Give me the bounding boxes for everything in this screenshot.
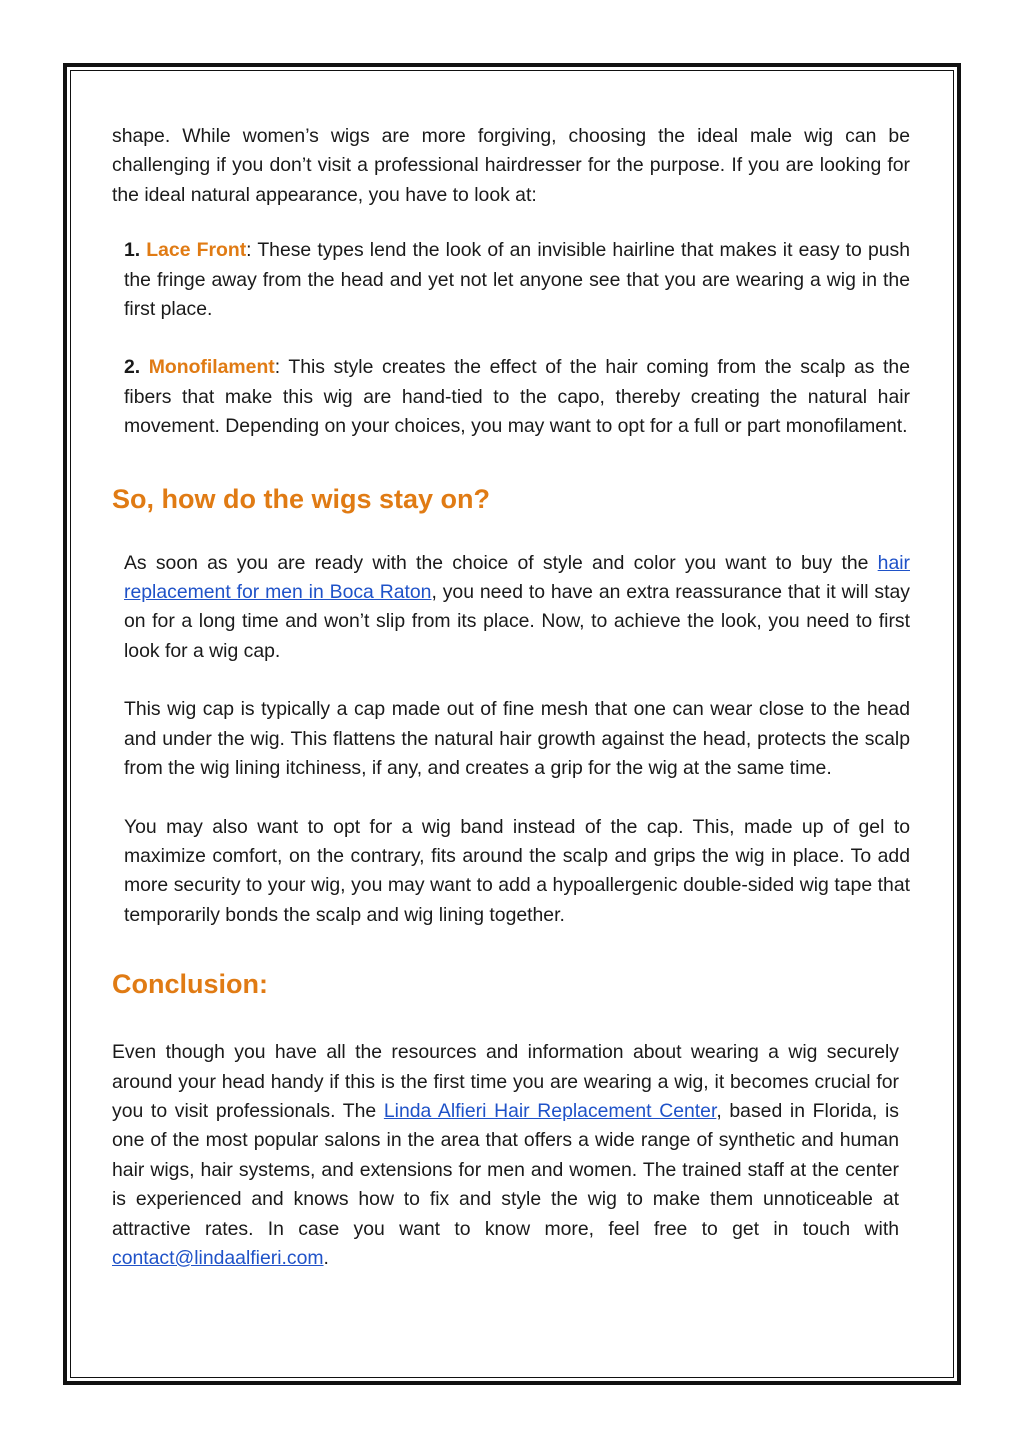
list-item-text: : This style creates the effect of the hair coming from the scalp as the fibers that make this wig are hand-tied to the capo, thereby creating the natural hair movement. Depending on your choices, you may want to opt for a full or part monofilament.	[124, 356, 910, 438]
list-item-lace-front	[124, 236, 910, 324]
conclusion-paragraph	[112, 1038, 899, 1273]
list-item-text: : These types lend the look of an invisible hairline that makes it easy to push the fringe away from the head and yet not let anyone see that you are wearing a wig in the first place.	[124, 239, 910, 321]
intro-paragraph: shape. While women’s wigs are more forgiving, choosing the ideal male wig can be challenging if you don’t visit a professional hairdresser for the purpose. If you are looking for the ideal natural appearance, you have to look at:	[112, 125, 910, 206]
conclusion-text-before: Even though you have all the resources and information about wearing a wig securely around your head handy if this is the first time you are wearing a wig, it becomes crucial for you to visit professionals. The	[112, 1041, 899, 1122]
document-body	[112, 122, 910, 1273]
list-item-number: 1.	[124, 239, 141, 262]
list-item-term: Lace Front	[146, 239, 247, 262]
contact-email-link[interactable]: contact@lindaalfieri.com	[112, 1246, 324, 1269]
stay-paragraph-3: You may also want to opt for a wig band instead of the cap. This, made up of gel to maximize comfort, on the contrary, fits around the scalp and grips the wig in place. To add more security to your wig, you may want to add a hypoallergenic double-sided wig tape that temporarily bonds the scalp and wig lining together.	[124, 815, 910, 926]
stay-p1-text-after: , you need to have an extra reassurance that it will stay on for a long time and won’t slip from its place. Now, to achieve the look, you need to first look for a wig cap.	[124, 581, 910, 662]
stay-p1-text-before: As soon as you are ready with the choice of style and color you want to buy the	[124, 551, 878, 574]
section-heading-stay-on: So, how do the wigs stay on?	[112, 483, 491, 514]
stay-paragraph-1	[124, 549, 910, 667]
section-heading-conclusion: Conclusion:	[112, 969, 268, 1000]
conclusion-text-end: .	[323, 1246, 329, 1269]
hair-replacement-link[interactable]: hair replacement for men in Boca Raton	[124, 551, 910, 604]
list-item-monofilament	[124, 353, 910, 441]
linda-alfieri-link[interactable]: Linda Alfieri Hair Replacement Center	[383, 1099, 717, 1122]
conclusion-text-middle: , based in Florida, is one of the most popular salons in the area that offers a wide range of synthetic and human hair wigs, hair systems, and extensions for men and women. The trained staff at the center is experienced and knows how to fix and style the wig to make them unnoticeable at attractive rates. In case you want to know more, feel free to get in touch with	[112, 1099, 899, 1240]
list-item-number: 2.	[124, 356, 141, 379]
stay-paragraph-2: This wig cap is typically a cap made out of fine mesh that one can wear close to the head and under the wig. This flattens the natural hair growth against the head, protects the scalp from the wig lining itchiness, if any, and creates a grip for the wig at the same time.	[124, 698, 910, 780]
list-item-term: Monofilament	[148, 356, 275, 379]
